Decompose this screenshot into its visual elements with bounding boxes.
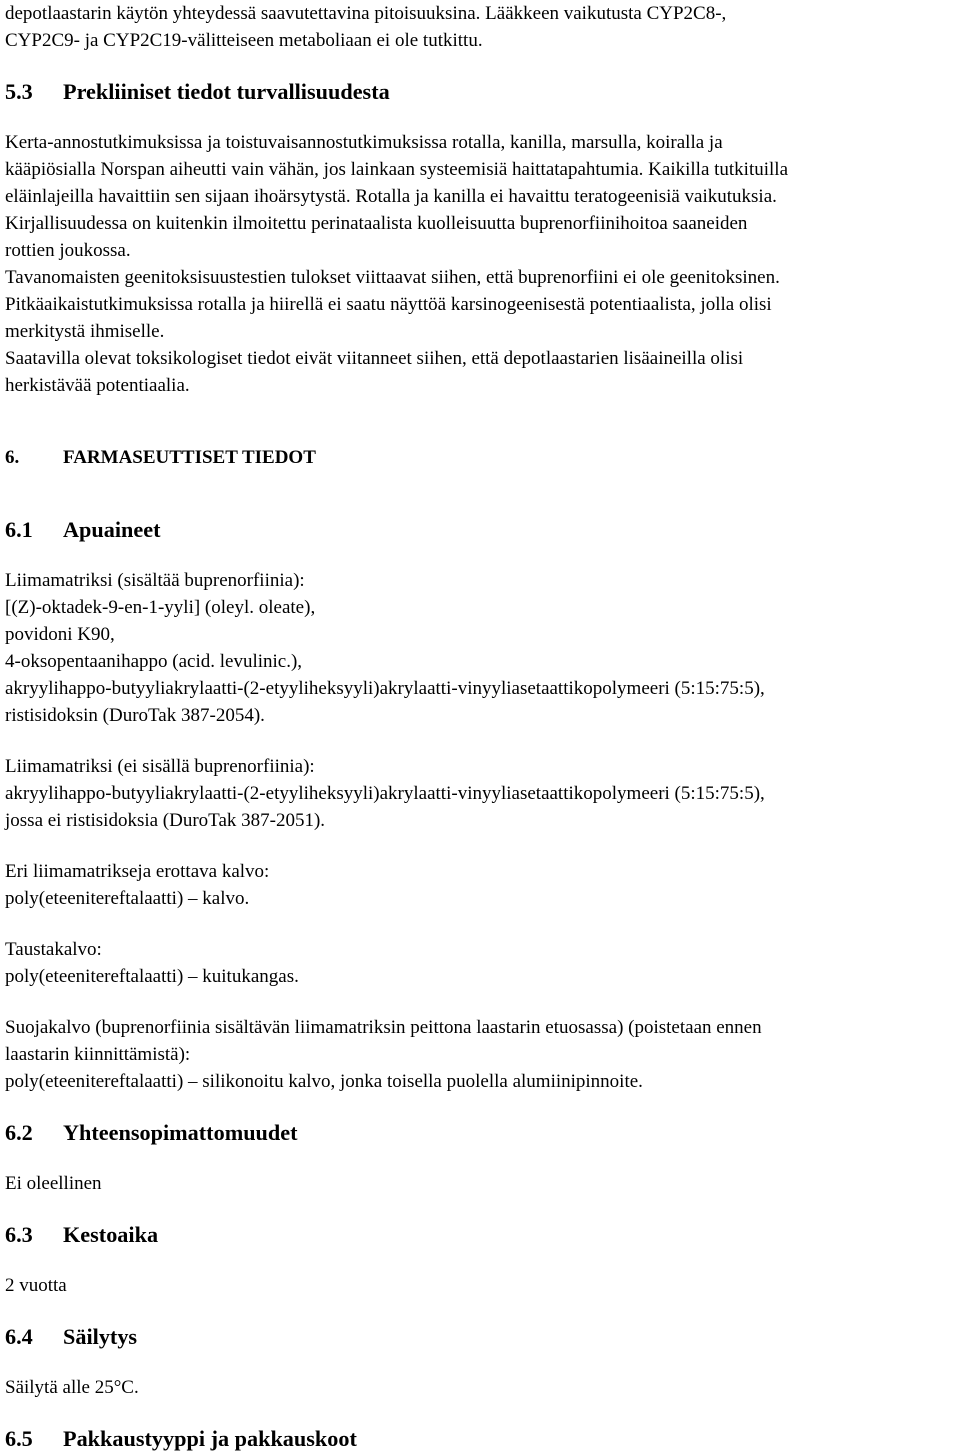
- text-line: Suojakalvo (buprenorfiinia sisältävän liimamatriksin peittona laastarin etuosassa) (poistetaan ennen: [5, 1017, 762, 1038]
- section-title: Apuaineet: [63, 517, 161, 542]
- section-heading-6-3: [5, 1221, 950, 1248]
- text-line: 4-oksopentaanihappo (acid. levulinic.),: [5, 651, 303, 672]
- excipients-matrix-with-drug: [5, 567, 950, 729]
- text-line: Liimamatriksi (sisältää buprenorfiinia):: [5, 570, 305, 591]
- text-line: ristisidoksin (DuroTak 387-2054).: [5, 705, 265, 726]
- text-line: poly(eteenitereftalaatti) – silikonoitu kalvo, jonka toisella puolella alumiinipinnoite.: [5, 1071, 643, 1092]
- excipients-separator-film: [5, 858, 950, 912]
- text-line: Taustakalvo:: [5, 939, 102, 960]
- text-line: CYP2C9- ja CYP2C19-välitteiseen metaboliaan ei ole tutkittu.: [5, 30, 483, 51]
- section-title: Säilytys: [63, 1324, 138, 1349]
- section-title: Yhteensopimattomuudet: [63, 1120, 298, 1145]
- section-number: 5.3: [5, 79, 33, 104]
- excipients-release-liner: [5, 1014, 950, 1095]
- text-line: merkitystä ihmiselle.: [5, 321, 165, 342]
- section-title: Pakkaustyyppi ja pakkauskoot: [63, 1426, 357, 1451]
- text-line: jossa ei ristisidoksia (DuroTak 387-2051).: [5, 810, 326, 831]
- text-line: laastarin kiinnittämistä):: [5, 1044, 191, 1065]
- text-line: [(Z)-oktadek-9-en-1-yyli] (oleyl. oleate),: [5, 597, 316, 618]
- text-line: poly(eteenitereftalaatti) – kuitukangas.: [5, 966, 299, 987]
- excipients-backing: [5, 936, 950, 990]
- intro-paragraph: [5, 0, 950, 54]
- section-heading-6-2: [5, 1119, 950, 1146]
- section-text: Ei oleellinen: [5, 1173, 102, 1194]
- section-number: 6.2: [5, 1120, 33, 1145]
- section-heading-6: [5, 444, 950, 471]
- text-line: Saatavilla olevat toksikologiset tiedot eivät viitanneet siihen, että depotlaastarien lisäaineilla olisi: [5, 348, 744, 369]
- section-title: FARMASEUTTISET TIEDOT: [63, 447, 316, 468]
- text-line: kääpiösialla Norspan aiheutti vain vähän, jos lainkaan systeemisiä haittatapahtumia. Kaikilla tutkituilla: [5, 159, 789, 180]
- section-heading-6-5: [5, 1425, 950, 1452]
- excipients-matrix-without-drug: [5, 753, 950, 834]
- section-text: 2 vuotta: [5, 1275, 67, 1296]
- text-line: Eri liimamatrikseja erottava kalvo:: [5, 861, 270, 882]
- text-line: eläinlajeilla havaittiin sen sijaan ihoärsytystä. Rotalla ja kanilla ei havaittu teratogeenisiä vaikutuksia.: [5, 186, 777, 207]
- section-number: 6.: [5, 447, 20, 468]
- section-text: Säilytä alle 25°C.: [5, 1377, 139, 1398]
- section-number: 6.3: [5, 1222, 33, 1247]
- text-line: depotlaastarin käytön yhteydessä saavutettavina pitoisuuksina. Lääkkeen vaikutusta CYP2C8-,: [5, 3, 727, 24]
- text-line: herkistävää potentiaalia.: [5, 375, 190, 396]
- text-line: Tavanomaisten geenitoksisuustestien tulokset viittaavat siihen, että buprenorfiini ei ole geenitoksinen.: [5, 267, 780, 288]
- text-line: rottien joukossa.: [5, 240, 131, 261]
- text-line: povidoni K90,: [5, 624, 115, 645]
- text-line: Kerta-annostutkimuksissa ja toistuvaisannostutkimuksissa rotalla, kanilla, marsulla, koiralla ja: [5, 132, 723, 153]
- text-line: Pitkäaikaistutkimuksissa rotalla ja hiirellä ei saatu näyttöä karsinogeenisestä potentiaalista, jolla olisi: [5, 294, 772, 315]
- preclinical-paragraph: [5, 129, 950, 399]
- text-line: poly(eteenitereftalaatti) – kalvo.: [5, 888, 250, 909]
- section-title: Prekliiniset tiedot turvallisuudesta: [63, 79, 390, 104]
- text-line: akryylihappo-butyyliakrylaatti-(2-etyyliheksyyli)akrylaatti-vinyyliasetaattikopolymeeri (5:15:75:5),: [5, 678, 765, 699]
- text-line: Liimamatriksi (ei sisällä buprenorfiinia):: [5, 756, 315, 777]
- section-title: Kestoaika: [63, 1222, 159, 1247]
- section-heading-6-4: [5, 1323, 950, 1350]
- section-heading-5-3: [5, 78, 950, 105]
- section-number: 6.5: [5, 1426, 33, 1451]
- text-line: akryylihappo-butyyliakrylaatti-(2-etyyliheksyyli)akrylaatti-vinyyliasetaattikopolymeeri (5:15:75:5),: [5, 783, 765, 804]
- text-line: Kirjallisuudessa on kuitenkin ilmoitettu perinataalista kuolleisuutta buprenorfiinihoitoa saaneiden: [5, 213, 748, 234]
- document-page: [5, 0, 950, 1452]
- section-number: 6.1: [5, 517, 33, 542]
- section-number: 6.4: [5, 1324, 33, 1349]
- section-heading-6-1: [5, 516, 950, 543]
